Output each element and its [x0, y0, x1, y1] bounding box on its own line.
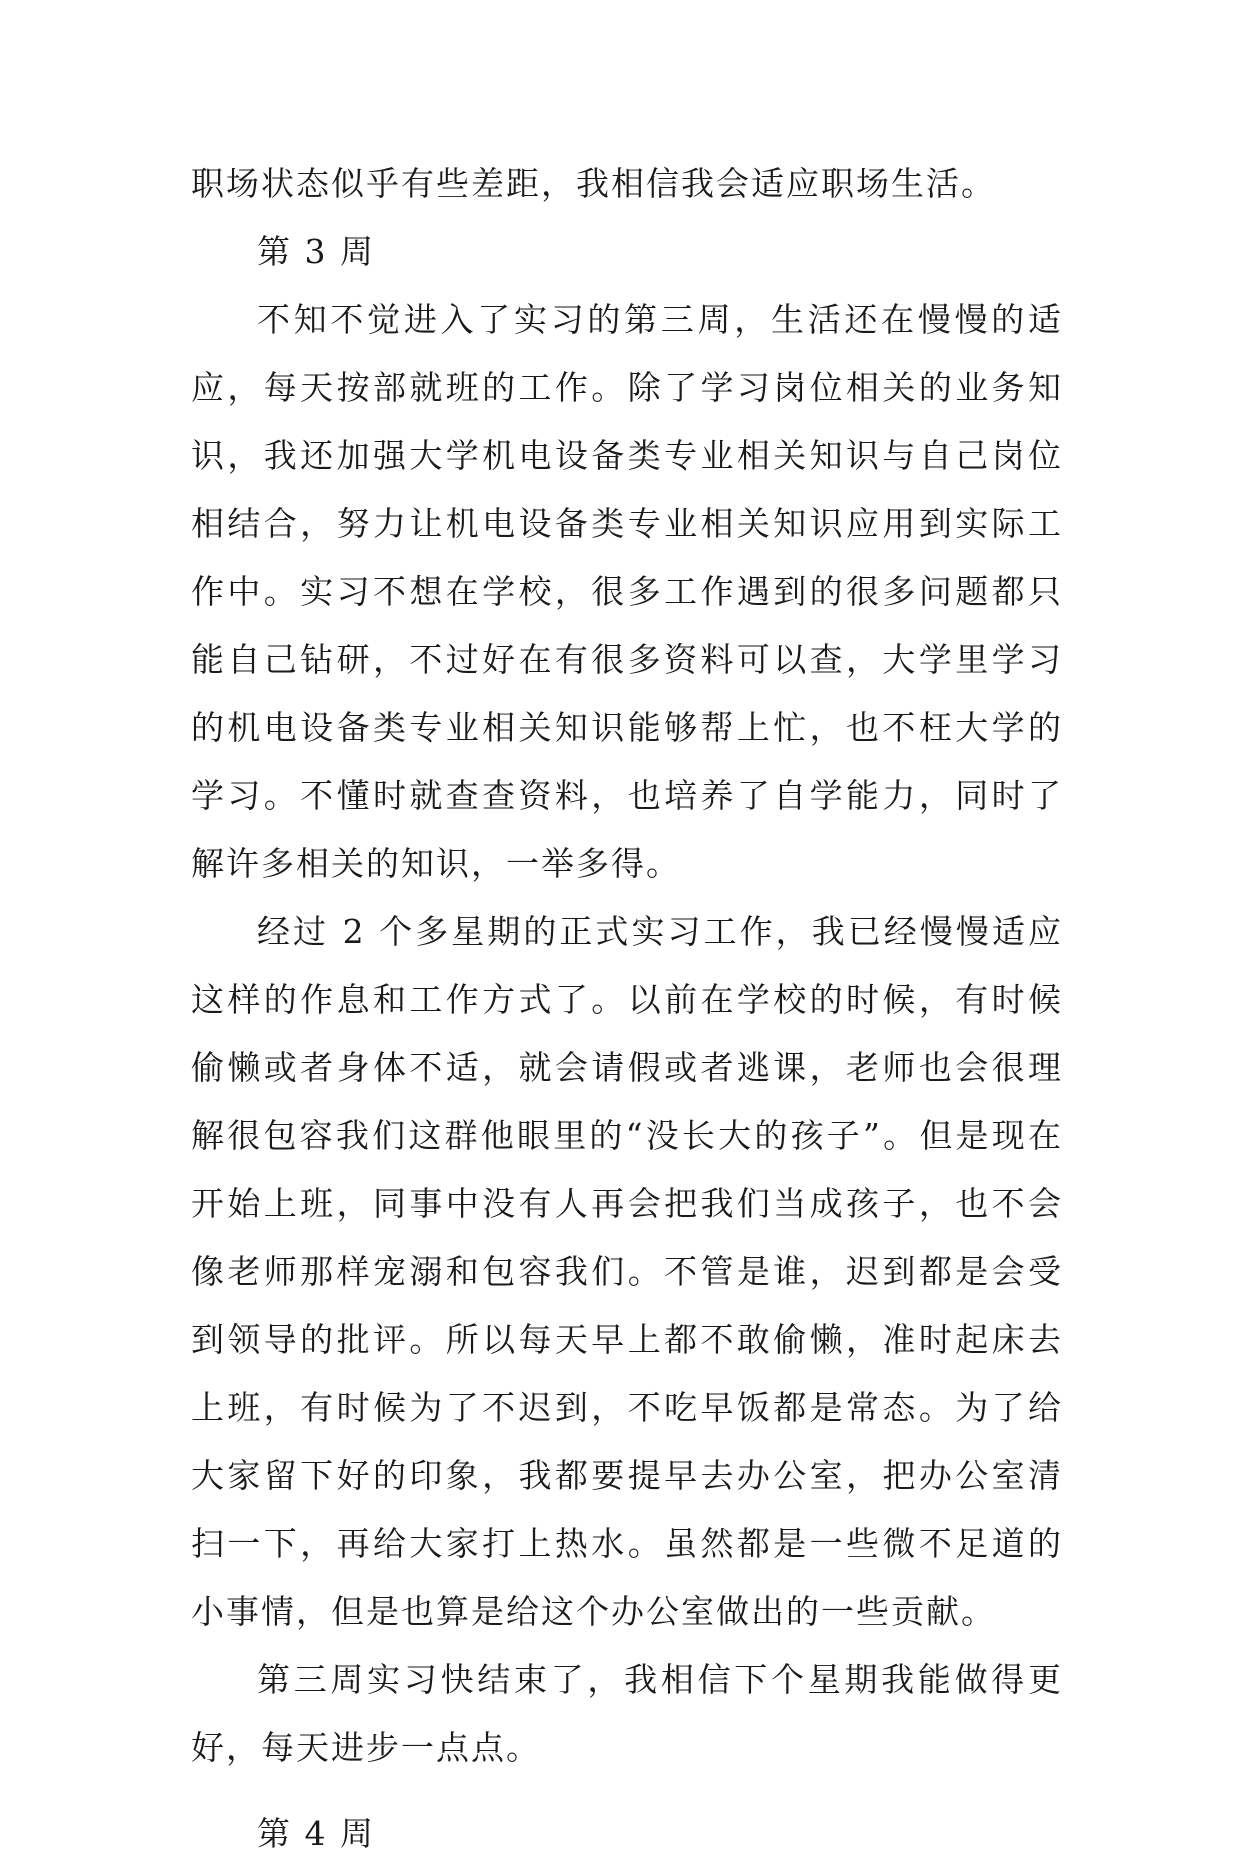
paragraph-continuation: 职场状态似乎有些差距，我相信我会适应职场生活。	[191, 164, 996, 203]
paragraph-week3-adaptation: 经过 2 个多星期的正式实习工作，我已经慢慢适应这样的作息和工作方式了。以前在学校的时候，有时候偷懒或者身体不适，就会请假或者逃课，老师也会很理解很包容我们这群他眼里的“没长大的孩子”。但是现在开始上班，同事中没有人再会把我们当成孩子，也不会像老师那样宠溺和包容我们。不管是谁，迟到都是会受到领导的批评。所以每天早上都不敢偷懒，准时起床去上班，有时候为了不迟到，不吃早饭都是常态。为了给大家留下好的印象，我都要提早去办公室，把办公室清扫一下，再给大家打上热水。虽然都是一些微不足道的小事情，但是也算是给这个办公室做出的一些贡献。	[191, 912, 1063, 1631]
week-4-heading: 第 4 周	[257, 1814, 375, 1853]
paragraph-week3-conclusion: 第三周实习快结束了，我相信下个星期我能做得更好，每天进步一点点。	[191, 1660, 1063, 1767]
week-3-heading: 第 3 周	[257, 232, 375, 271]
paragraph-week3-intro: 不知不觉进入了实习的第三周，生活还在慢慢的适应，每天按部就班的工作。除了学习岗位相关的业务知识，我还加强大学机电设备类专业相关知识与自己岗位相结合，努力让机电设备类专业相关知识应用到实际工作中。实习不想在学校，很多工作遇到的很多问题都只能自己钻研，不过好在有很多资料可以查，大学里学习的机电设备类专业相关知识能够帮上忙，也不枉大学的学习。不懂时就查查资料，也培养了自学能力，同时了解许多相关的知识，一举多得。	[191, 300, 1063, 883]
document-body	[191, 150, 1063, 1868]
